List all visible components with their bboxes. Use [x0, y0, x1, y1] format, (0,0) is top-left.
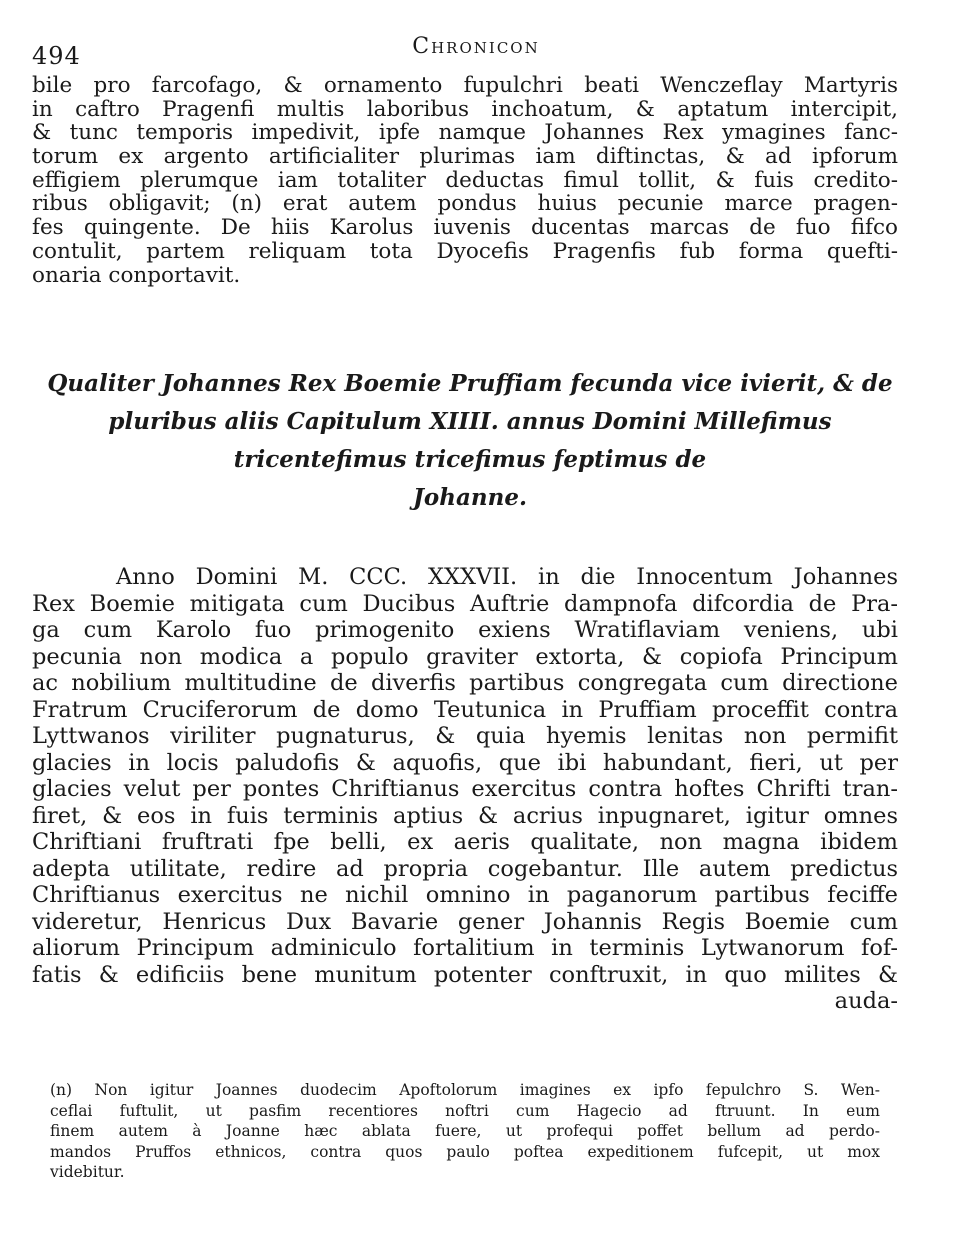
- text-line: aliorum Principum adminiculo fortalitium in terminis Lytwanorum fof-: [32, 935, 898, 961]
- catchword: auda-: [834, 988, 898, 1014]
- text-line: in caftro Pragenfi multis laboribus inchoatum, & aptatum intercipit,: [32, 96, 898, 122]
- heading-line: Johanne.: [413, 484, 527, 511]
- text-line: ribus obligavit; (n) erat autem pondus huius pecunie marce pragen-: [32, 191, 898, 217]
- footnote: [50, 1080, 880, 1183]
- text-line: glacies velut per pontes Chriftianus exercitus contra hoftes Chrifti tran-: [32, 776, 898, 802]
- paragraph-1: [32, 74, 898, 287]
- heading-line: tricentefimus tricefimus feptimus de: [233, 446, 707, 473]
- text-line: fatis & edificiis bene munitum potenter conftruxit, in quo milites &: [32, 961, 898, 988]
- page-header: [32, 30, 920, 70]
- page-number: 494: [32, 42, 81, 70]
- paragraph-2: [32, 564, 898, 1015]
- footnote-line: mandos Pruffos ethnicos, contra quos paulo poftea expeditionem fufcepit, ut mox: [50, 1142, 880, 1161]
- heading-line: pluribus aliis Capitulum XIIII. annus Domini Millefimus: [108, 408, 832, 435]
- footnote-line: finem autem à Joanne hæc ablata fuere, ut profequi poffet bellum ad perdo-: [50, 1122, 880, 1140]
- footnote-line: (n) Non igitur Joannes duodecim Apoftolorum imagines ex ipfo fepulchro S. Wen-: [50, 1081, 880, 1099]
- text-line: Chriftianus exercitus ne nichil omnino in paganorum partibus feciffe: [32, 882, 898, 908]
- text-line: contulit, partem reliquam tota Dyocefis Pragenfis fub forma quefti-: [32, 238, 898, 264]
- text-line: Lyttwanos viriliter pugnaturus, & quia hyemis lenitas non permifit: [32, 723, 898, 749]
- chapter-heading: [40, 365, 900, 517]
- text-line: Rex Boemie mitigata cum Ducibus Auftrie dampnofa difcordia de Pra-: [32, 590, 898, 617]
- text-line: torum ex argento artificialiter plurimas iam diftinctas, & ad ipforum: [32, 144, 898, 170]
- text-line: ac nobilium multitudine de diverfis partibus congregata cum directione: [32, 670, 898, 696]
- text-line: onaria conportavit.: [32, 262, 241, 288]
- text-line: ga cum Karolo fuo primogenito exiens Wratiflaviam veniens, ubi: [32, 617, 898, 643]
- text-line: firet, & eos in fuis terminis aptius & acrius inpugnaret, igitur omnes: [32, 802, 898, 829]
- text-line: fes quingente. De hiis Karolus iuvenis ducentas marcas de fuo fifco: [32, 215, 898, 241]
- footnote-line: ceflai fuftulit, ut pasfim recentiores noftri cum Hagecio ad ftruunt. In eum: [50, 1101, 880, 1120]
- heading-line: Qualiter Johannes Rex Boemie Pruffiam fecunda vice ivierit, & de: [47, 370, 893, 397]
- text-line: & tunc temporis impedivit, ipfe namque Johannes Rex ymagines fanc-: [32, 120, 898, 146]
- text-line: pecunia non modica a populo graviter extorta, & copiofa Principum: [32, 643, 898, 670]
- text-line: Fratrum Cruciferorum de domo Teutunica in Pruffiam proceffit contra: [32, 696, 898, 723]
- text-line: bile pro farcofago, & ornamento fupulchri beati Wenczeflay Martyris: [32, 73, 898, 98]
- text-line: adepta utilitate, redire ad propria cogebantur. Ille autem predictus: [32, 855, 898, 882]
- text-line: Chriftiani fruftrati fpe belli, ex aeris qualitate, non magna ibidem: [32, 829, 898, 855]
- text-line: Anno Domini M. CCC. XXXVII. in die Innocentum Johannes: [116, 564, 898, 590]
- text-line: glacies in locis paludofis & aquofis, que ibi habundant, fieri, ut per: [32, 749, 898, 776]
- text-line: effigiem plerumque iam totaliter deductas fimul tollit, & fuis credito-: [32, 167, 898, 193]
- footnote-line: videbitur.: [50, 1163, 125, 1181]
- text-line: videretur, Henricus Dux Bavarie gener Johannis Regis Boemie cum: [32, 908, 898, 935]
- running-title: Chronicon: [412, 34, 540, 59]
